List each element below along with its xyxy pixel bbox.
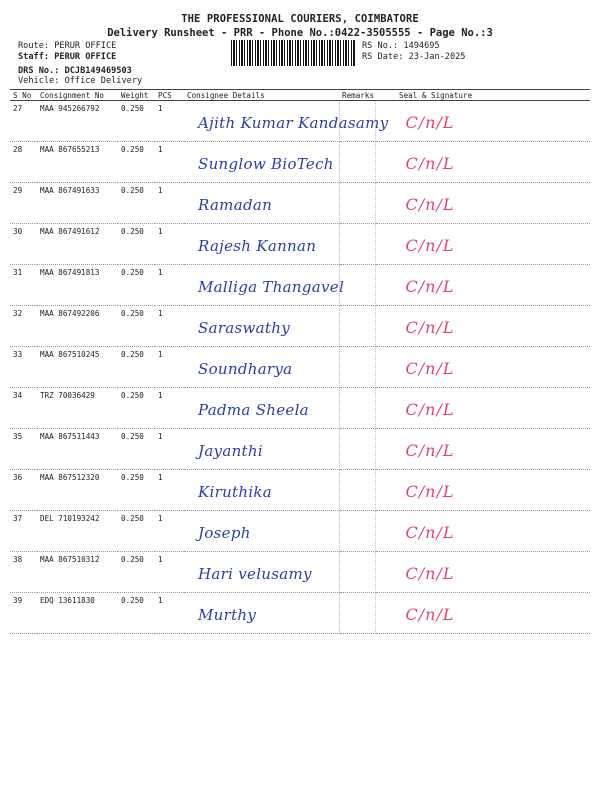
signature-mark: C/n/L [405,523,455,542]
cell-pcs: 1 [155,183,184,224]
cell-pcs: 1 [155,347,184,388]
cell-consignee [184,388,339,429]
cell-weight: 0.250 [118,511,155,552]
cell-remarks [339,429,375,470]
header-remarks: Remarks [339,90,375,101]
cell-sno: 38 [10,552,37,593]
cell-remarks [339,511,375,552]
cell-remarks [339,470,375,511]
signature-mark: C/n/L [405,605,455,624]
signature-mark: C/n/L [405,441,455,460]
signature-mark: C/n/L [405,236,455,255]
table-row [10,552,590,593]
signature-mark: C/n/L [405,564,455,583]
cell-consignment: MAA 945266792 [37,101,118,142]
table-row [10,429,590,470]
cell-consignment: MAA 867491633 [37,183,118,224]
staff-label: Staff: PERUR OFFICE [18,52,117,62]
barcode-icon [231,40,355,66]
table-row [10,142,590,183]
cell-sno: 29 [10,183,37,224]
cell-sno: 35 [10,429,37,470]
cell-pcs: 1 [155,306,184,347]
header-sno: S No [10,90,37,101]
cell-sno: 32 [10,306,37,347]
cell-consignment: MAA 867655213 [37,142,118,183]
consignee-handwritten-name: Kiruthika [198,483,273,501]
cell-sno: 34 [10,388,37,429]
cell-consignment: TRZ 70036429 [37,388,118,429]
cell-sno: 31 [10,265,37,306]
cell-weight: 0.250 [118,142,155,183]
cell-pcs: 1 [155,552,184,593]
cell-weight: 0.250 [118,347,155,388]
drs-number: DRS No.: DCJB149469503 [18,66,132,76]
header-consignment: Consignment No [37,90,118,101]
cell-sno: 39 [10,593,37,634]
cell-weight: 0.250 [118,388,155,429]
cell-pcs: 1 [155,388,184,429]
cell-pcs: 1 [155,224,184,265]
header-seal-signature: Seal & Signature [375,90,590,101]
consignee-handwritten-name: Sunglow BioTech [198,155,334,173]
cell-signature [375,306,590,347]
table-row [10,265,590,306]
cell-signature [375,183,590,224]
cell-consignment: MAA 867491813 [37,265,118,306]
rs-number: RS No.: 1494695 [362,41,440,51]
cell-consignee [184,347,339,388]
header-weight: Weight [118,90,155,101]
consignee-handwritten-name: Saraswathy [198,319,290,337]
cell-weight: 0.250 [118,470,155,511]
signature-mark: C/n/L [405,400,455,419]
consignee-handwritten-name: Hari velusamy [198,565,312,583]
rs-date: RS Date: 23-Jan-2025 [362,52,466,62]
cell-remarks [339,593,375,634]
table-row [10,593,590,634]
cell-consignment: MAA 867510245 [37,347,118,388]
cell-signature [375,265,590,306]
cell-signature [375,101,590,142]
cell-pcs: 1 [155,593,184,634]
runsheet-subtitle: Delivery Runsheet - PRR - Phone No.:0422-3505555 - Page No.:3 [107,27,493,39]
cell-consignment: MAA 867510312 [37,552,118,593]
cell-signature [375,593,590,634]
cell-consignee [184,183,339,224]
cell-pcs: 1 [155,142,184,183]
cell-signature [375,388,590,429]
signature-mark: C/n/L [405,482,455,501]
cell-consignee [184,552,339,593]
cell-consignment: MAA 867511443 [37,429,118,470]
cell-consignment: MAA 867512320 [37,470,118,511]
table-row [10,183,590,224]
cell-signature [375,224,590,265]
cell-sno: 33 [10,347,37,388]
cell-remarks [339,101,375,142]
cell-remarks [339,224,375,265]
cell-consignee [184,306,339,347]
company-title: THE PROFESSIONAL COURIERS, COIMBATORE [181,13,419,25]
cell-consignee [184,429,339,470]
cell-signature [375,552,590,593]
table-row [10,470,590,511]
cell-weight: 0.250 [118,224,155,265]
table-row [10,347,590,388]
cell-consignee [184,265,345,306]
table-row [10,388,590,429]
cell-pcs: 1 [155,101,184,142]
cell-signature [375,347,590,388]
consignee-handwritten-name: Soundharya [198,360,293,378]
table-row [10,511,590,552]
signature-mark: C/n/L [405,277,455,296]
cell-weight: 0.250 [118,265,155,306]
consignee-handwritten-name: Joseph [198,524,251,542]
cell-weight: 0.250 [118,429,155,470]
cell-consignee [184,224,339,265]
cell-weight: 0.250 [118,593,155,634]
cell-pcs: 1 [155,511,184,552]
cell-pcs: 1 [155,429,184,470]
vehicle-label: Vehicle: Office Delivery [18,76,143,86]
cell-consignee [184,142,339,183]
cell-consignee [184,101,389,142]
cell-signature [375,511,590,552]
cell-consignment: MAA 867492206 [37,306,118,347]
cell-signature [375,470,590,511]
cell-remarks [339,183,375,224]
cell-remarks [339,306,375,347]
route-label: Route: PERUR OFFICE [18,41,117,51]
table-row [10,224,590,265]
table-row [10,101,590,142]
cell-consignment: DEL 710193242 [37,511,118,552]
cell-pcs: 1 [155,470,184,511]
cell-consignee [184,511,339,552]
consignee-handwritten-name: Malliga Thangavel [198,278,345,296]
cell-consignee [184,470,339,511]
cell-remarks [339,552,375,593]
cell-sno: 28 [10,142,37,183]
consignee-handwritten-name: Rajesh Kannan [198,237,317,255]
cell-consignment: EDQ 13611830 [37,593,118,634]
signature-mark: C/n/L [405,113,455,132]
header-consignee: Consignee Details [184,90,339,101]
cell-sno: 37 [10,511,37,552]
cell-sno: 27 [10,101,37,142]
consignee-handwritten-name: Ramadan [198,196,273,214]
consignee-handwritten-name: Jayanthi [198,442,263,460]
consignee-handwritten-name: Padma Sheela [198,401,309,419]
cell-signature [375,429,590,470]
signature-mark: C/n/L [405,154,455,173]
consignee-handwritten-name: Murthy [198,606,257,624]
runsheet-table [10,89,590,634]
signature-mark: C/n/L [405,318,455,337]
cell-remarks [339,142,375,183]
cell-sno: 30 [10,224,37,265]
cell-remarks [339,265,375,306]
cell-consignment: MAA 867491612 [37,224,118,265]
cell-pcs: 1 [155,265,184,306]
cell-remarks [339,388,375,429]
cell-consignee [184,593,339,634]
cell-signature [375,142,590,183]
consignee-handwritten-name: Ajith Kumar Kandasamy [198,114,389,132]
cell-weight: 0.250 [118,101,155,142]
cell-weight: 0.250 [118,552,155,593]
cell-weight: 0.250 [118,183,155,224]
cell-remarks [339,347,375,388]
table-row [10,306,590,347]
signature-mark: C/n/L [405,359,455,378]
table-header-row [10,90,590,101]
cell-weight: 0.250 [118,306,155,347]
cell-sno: 36 [10,470,37,511]
signature-mark: C/n/L [405,195,455,214]
header-pcs: PCS [155,90,184,101]
